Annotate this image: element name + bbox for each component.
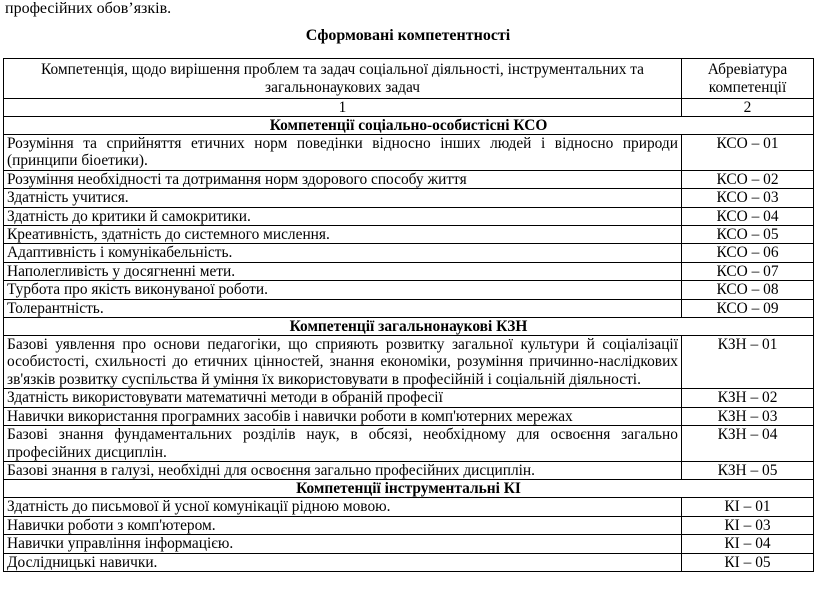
competence-code: КЗН – 03: [682, 407, 814, 425]
section-title: Компетенції соціально-особистісні КСО: [4, 117, 814, 135]
competence-code: КСО – 07: [682, 262, 814, 280]
section-header-row: [4, 480, 814, 498]
table-row: [4, 553, 814, 571]
competence-code: КЗН – 05: [682, 461, 814, 479]
header-abbreviation: Абревіатура компетенції: [682, 59, 814, 99]
competence-code: КСО – 09: [682, 299, 814, 317]
competence-description: Розуміння необхідності та дотримання норм здорового способу життя: [4, 170, 682, 188]
table-row: [4, 299, 814, 317]
table-row: [4, 170, 814, 188]
competence-code: КСО – 01: [682, 135, 814, 171]
competence-description: Дослідницькі навички.: [4, 553, 682, 571]
page-title: Сформовані компетентності: [305, 27, 511, 44]
table-row: [4, 207, 814, 225]
table-row: [4, 389, 814, 407]
competence-code: КСО – 06: [682, 244, 814, 262]
competence-description: Наполегливість у досягненні мети.: [4, 262, 682, 280]
competence-description: Розуміння та сприйняття етичних норм поведінки відносно інших людей і відносно природи (принципи біоетики).: [4, 135, 682, 171]
header-competence: Компетенція, щодо вирішення проблем та задач соціальної діяльності, інструментальних та загальнонаукових задач: [4, 59, 682, 99]
competence-code: КСО – 02: [682, 170, 814, 188]
competence-description: Креативність, здатність до системного мислення.: [4, 226, 682, 244]
table-row: [4, 244, 814, 262]
competence-description: Адаптивність і комунікабельність.: [4, 244, 682, 262]
competence-code: КЗН – 02: [682, 389, 814, 407]
competence-description: Толерантність.: [4, 299, 682, 317]
table-row: [4, 498, 814, 516]
column-number-2: 2: [682, 99, 814, 117]
column-numbers-row: [4, 99, 814, 117]
table-row: [4, 262, 814, 280]
table-row: [4, 226, 814, 244]
table-row: [4, 516, 814, 534]
table-body: [4, 59, 814, 572]
table-header-row: [4, 59, 814, 99]
table-row: [4, 407, 814, 425]
competence-code: КІ – 04: [682, 535, 814, 553]
competence-description: Здатність використовувати математичні методи в обраній професії: [4, 389, 682, 407]
competence-description: Навички управління інформацією.: [4, 535, 682, 553]
competence-code: КІ – 05: [682, 553, 814, 571]
competence-code: КСО – 05: [682, 226, 814, 244]
competence-description: Базові знання фундаментальних розділів наук, в обсязі, необхідному для освоєння загально професійних дисциплін.: [4, 426, 682, 462]
section-header-row: [4, 318, 814, 336]
table-row: [4, 336, 814, 389]
competence-description: Навички роботи з комп'ютером.: [4, 516, 682, 534]
competence-description: Здатність до письмової й усної комунікації рідною мовою.: [4, 498, 682, 516]
section-header-row: [4, 117, 814, 135]
section-title: Компетенції загальнонаукові КЗН: [4, 318, 814, 336]
competence-code: КСО – 03: [682, 189, 814, 207]
competence-description: Базові уявлення про основи педагогіки, що сприяють розвитку загальної культури й соціалізації особистості, схильності до етичних цінностей, знання економіки, розуміння причинно-наслідкових зв'язків розвитку суспільства й уміння їх використовувати в професійній і соціальній діяльності.: [4, 336, 682, 389]
table-row: [4, 461, 814, 479]
section-title: Компетенції інструментальні КІ: [4, 480, 814, 498]
competence-code: КЗН – 04: [682, 426, 814, 462]
competence-code: КЗН – 01: [682, 336, 814, 389]
table-row: [4, 135, 814, 171]
competence-code: КСО – 08: [682, 281, 814, 299]
column-number-1: 1: [4, 99, 682, 117]
table-row: [4, 189, 814, 207]
competence-code: КСО – 04: [682, 207, 814, 225]
table-row: [4, 281, 814, 299]
intro-text-tail: професійних обов’язків.: [5, 0, 172, 17]
competence-description: Турбота про якість виконуваної роботи.: [4, 281, 682, 299]
table-row: [4, 535, 814, 553]
competencies-table: [3, 58, 814, 572]
competence-description: Здатність учитися.: [4, 189, 682, 207]
table-row: [4, 426, 814, 462]
competence-description: Навички використання програмних засобів і навички роботи в комп'ютерних мережах: [4, 407, 682, 425]
competence-code: КІ – 03: [682, 516, 814, 534]
competence-code: КІ – 01: [682, 498, 814, 516]
competence-description: Здатність до критики й самокритики.: [4, 207, 682, 225]
competence-description: Базові знання в галузі, необхідні для освоєння загально професійних дисциплін.: [4, 461, 682, 479]
